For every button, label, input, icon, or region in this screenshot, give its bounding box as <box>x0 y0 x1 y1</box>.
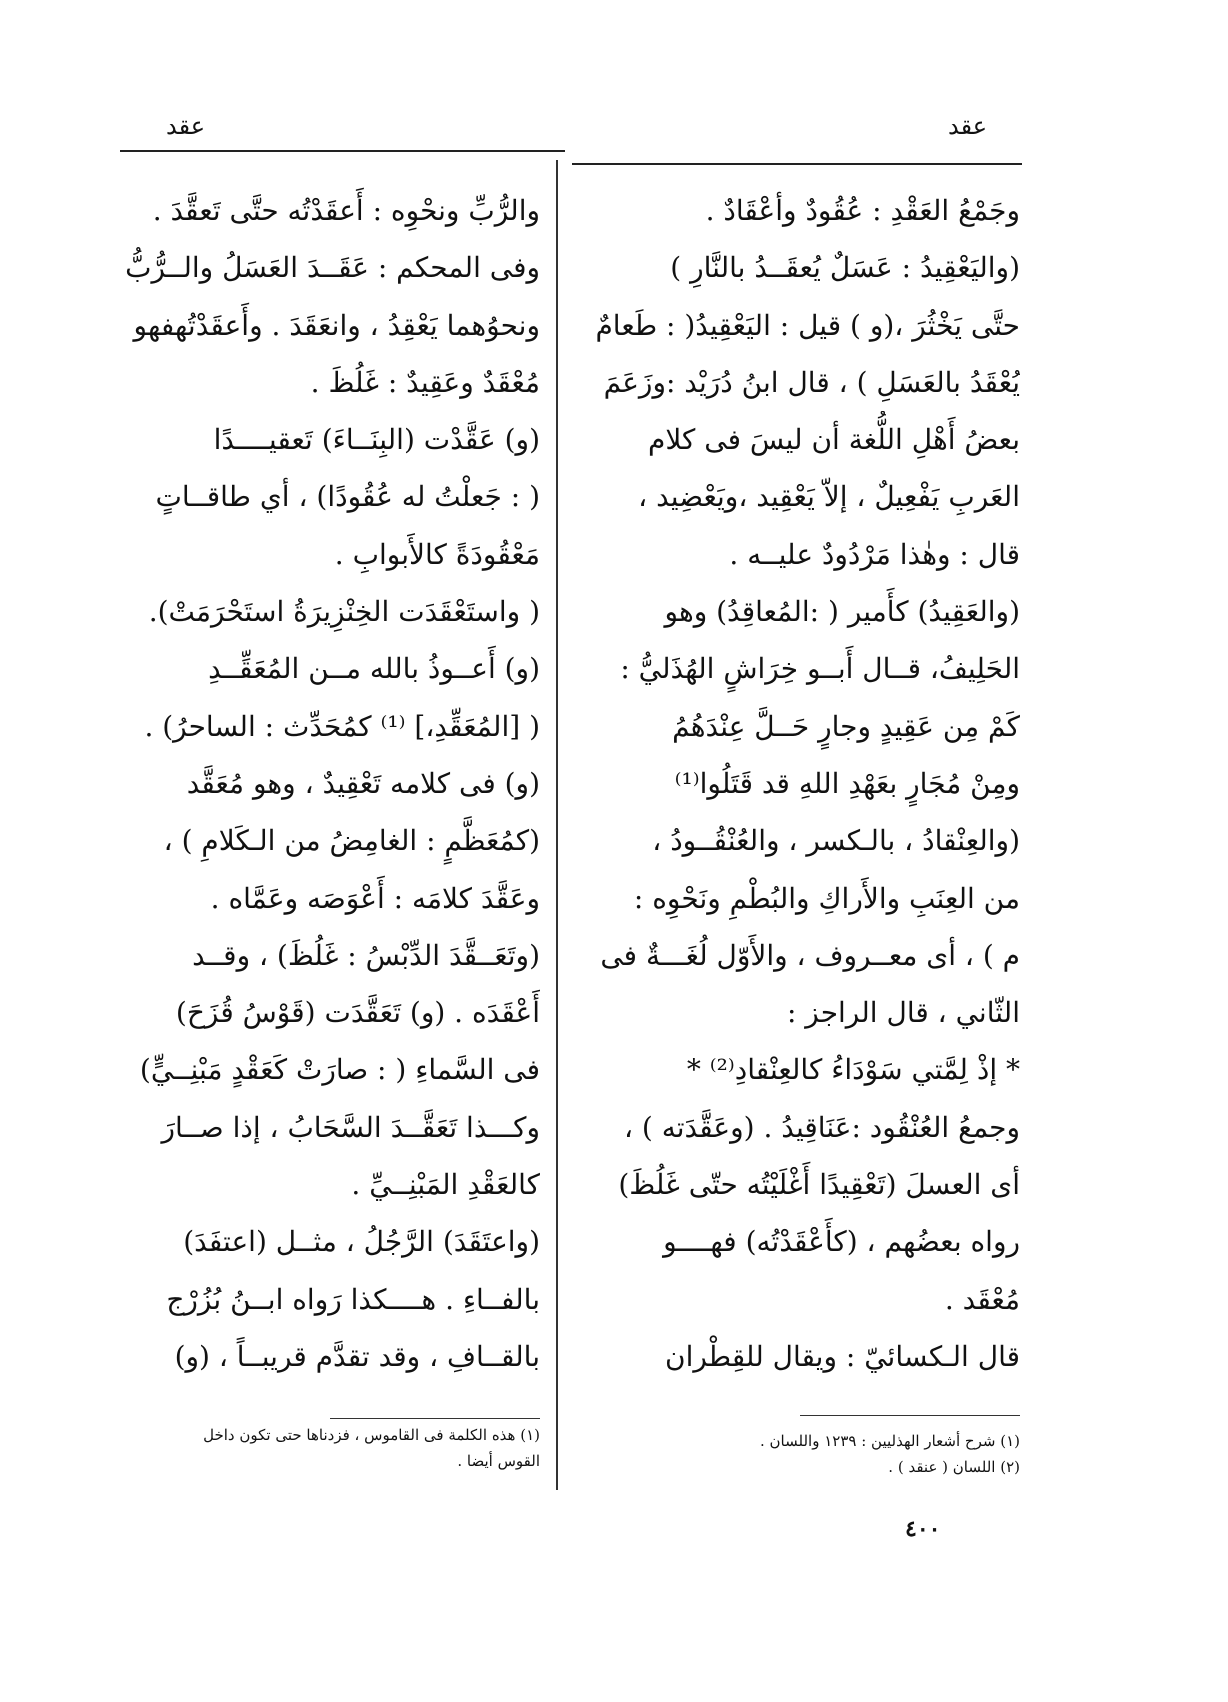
text-line: قال الـكسائيّ : ويقال للقِطْران <box>665 1339 1020 1373</box>
text-line: (واعتَقَدَ) الرَّجُلُ ، مثــل (اعتفَدَ) <box>183 1225 540 1259</box>
text-line: من العِنَبِ والأَراكِ والبُطْمِ ونَحْوِه : <box>633 881 1020 915</box>
footnote-continuation: القوس أيضا . <box>457 1452 540 1470</box>
footnote: (٢) اللسان ( عنقد ) . <box>888 1458 1020 1476</box>
text-line: (واليَعْقِيدُ : عَسَلٌ يُعقَــدُ بالنَّارِ ) <box>670 251 1020 285</box>
text-line: وعَقَّدَ كلامَه : أَعْوَصَه وعَمَّاه . <box>210 881 540 915</box>
text-line: يُعْقَدُ بالعَسَلِ ) ، قال ابنُ دُرَيْد :وزَعَمَ <box>603 365 1020 399</box>
text-line: بالقــافِ ، وقد تقدَّم قريبــاً ، (و) <box>174 1339 540 1373</box>
text-line: وجمعُ العُنْقُود :عَنَاقِيدُ . (وعَقَّدَته ) ، <box>623 1110 1020 1144</box>
footnotes-right <box>620 1428 1020 1480</box>
footnotes-left <box>90 1422 540 1474</box>
text-line: مُعْقَدٌ وعَقِيدٌ : غَلُظَ . <box>310 365 540 399</box>
right-column <box>592 182 1020 1385</box>
footnote-rule-left <box>330 1418 540 1419</box>
text-line: وجَمْعُ العَقْدِ : عُقُودٌ وأعْقَادٌ . <box>705 194 1020 227</box>
text-line: م ) ، أى معــروف ، والأَوّل لُغَـــةٌ فى <box>600 938 1020 972</box>
text-line: وكـــذا تَعَقَّــدَ السَّحَابُ ، إذا صــارَ <box>161 1110 540 1144</box>
text-line: (و) عَقَّدْت (البِنَــاءَ) تَعقيــــدًا <box>213 423 540 457</box>
footnote: (١) هذه الكلمة فى القاموس ، فزدناها حتى تكون داخل <box>203 1426 540 1444</box>
text-line: كالعَقْدِ المَبْنِــيِّ . <box>351 1168 540 1202</box>
poem-line: ومِنْ مُجَارٍ بعَهْدِ اللهِ قد قَتَلُوا⁽¹⁾ <box>674 766 1020 800</box>
text-line: ونحوُهما يَعْقِدُ ، وانعَقَدَ . وأَعقَدْتُهفهو <box>133 308 540 342</box>
text-line: والرُّبِّ ونحْوِه : أَعقَدْتُه حتَّى تَعقَّدَ . <box>152 194 540 227</box>
left-column <box>120 182 540 1385</box>
text-line: (والعَقِيدُ) كأَمير ( :المُعاقِدُ) وهو <box>664 595 1020 629</box>
poem-line: * إذْ لِمَّتي سَوْدَاءُ كالعِنْقادِ⁽²⁾ * <box>686 1053 1020 1087</box>
text-line: بعضُ أَهْلِ اللُّغة أن ليسَ فى كلام <box>648 423 1020 457</box>
text-line: (كمُعَظَّمٍ : الغامِضُ من الـكَلامِ ) ، <box>163 824 540 858</box>
text-line: قال : وهٰذا مَرْدُودٌ عليــه . <box>729 537 1020 571</box>
header-rule-left <box>120 150 565 152</box>
text-line: فى السَّماءِ ( : صارَتْ كَعَقْدٍ مَبْنِــيٍّ) <box>139 1053 540 1087</box>
text-line: بالفــاءِ . هــــكذا رَواه ابــنُ بُزُرْج <box>166 1282 540 1316</box>
footnote-rule-right <box>800 1415 1020 1416</box>
text-line: العَربِ يَفْعِيلٌ ، إلاّ يَعْقِيد ،ويَعْضِيد ، <box>638 480 1020 514</box>
text-line: ( واستَعْقَدَت الخِنْزِيرَةُ استَحْرَمَتْ). <box>148 595 540 629</box>
text-line: أى العسلَ (تَعْقِيدًا أَغْلَيْتُه حتّى غَلُظَ) <box>618 1168 1020 1202</box>
running-header-left: عقد <box>166 112 206 140</box>
text-line: (و) فى كلامه تَعْقِيدٌ ، وهو مُعَقَّد <box>186 766 540 800</box>
text-line: ( : جَعلْتُ له عُقُودًا) ، أي طاقــاتٍ <box>155 480 540 514</box>
running-header-right: عقد <box>948 112 988 140</box>
text-line: حتَّى يَخْثُرَ ،(و ) قيل : اليَعْقِيدُ( : طَعامٌ <box>595 308 1020 342</box>
text-line: رواه بعضُهم ، (كأَعْقَدْتُه) فهــــو <box>663 1225 1020 1259</box>
text-line: الحَلِيفُ، قــال أَبــو خِرَاشٍ الهُذَليُّ : <box>620 652 1020 686</box>
text-line: مَعْقُودَةً كالأَبوابِ . <box>334 537 540 571</box>
text-line: أَعْقَدَه . (و) تَعَقَّدَت (قَوْسُ قُزَحَ) <box>175 996 540 1030</box>
text-line: الثّاني ، قال الراجز : <box>786 996 1020 1030</box>
column-divider <box>556 160 558 1490</box>
text-line: مُعْقَد . <box>944 1282 1020 1316</box>
text-line: وفى المحكم : عَقَــدَ العَسَلُ والــرُّبُّ <box>125 251 540 285</box>
header-rule-right <box>572 163 1022 165</box>
text-line: (و) أَعــوذُ بالله مــن المُعَقِّــدِ <box>208 652 540 686</box>
text-line: (والعِنْقادُ ، بالـكسر ، والعُنْقُــودُ ، <box>652 824 1020 858</box>
poem-line: كَمْ مِن عَقِيدٍ وجارٍ حَــلَّ عِنْدَهُمُ <box>672 709 1020 743</box>
footnote: (١) شرح أشعار الهذليين : ١٢٣٩ واللسان . <box>759 1432 1020 1450</box>
text-line: ( [المُعَقِّدِ،] ⁽¹⁾ كمُحَدِّث : الساحرُ) . <box>144 709 540 743</box>
page-number: ٤٠٠ <box>905 1516 941 1542</box>
text-line: (وتَعَــقَّدَ الدِّبْسُ : غَلُظَ) ، وقــد <box>192 938 540 972</box>
